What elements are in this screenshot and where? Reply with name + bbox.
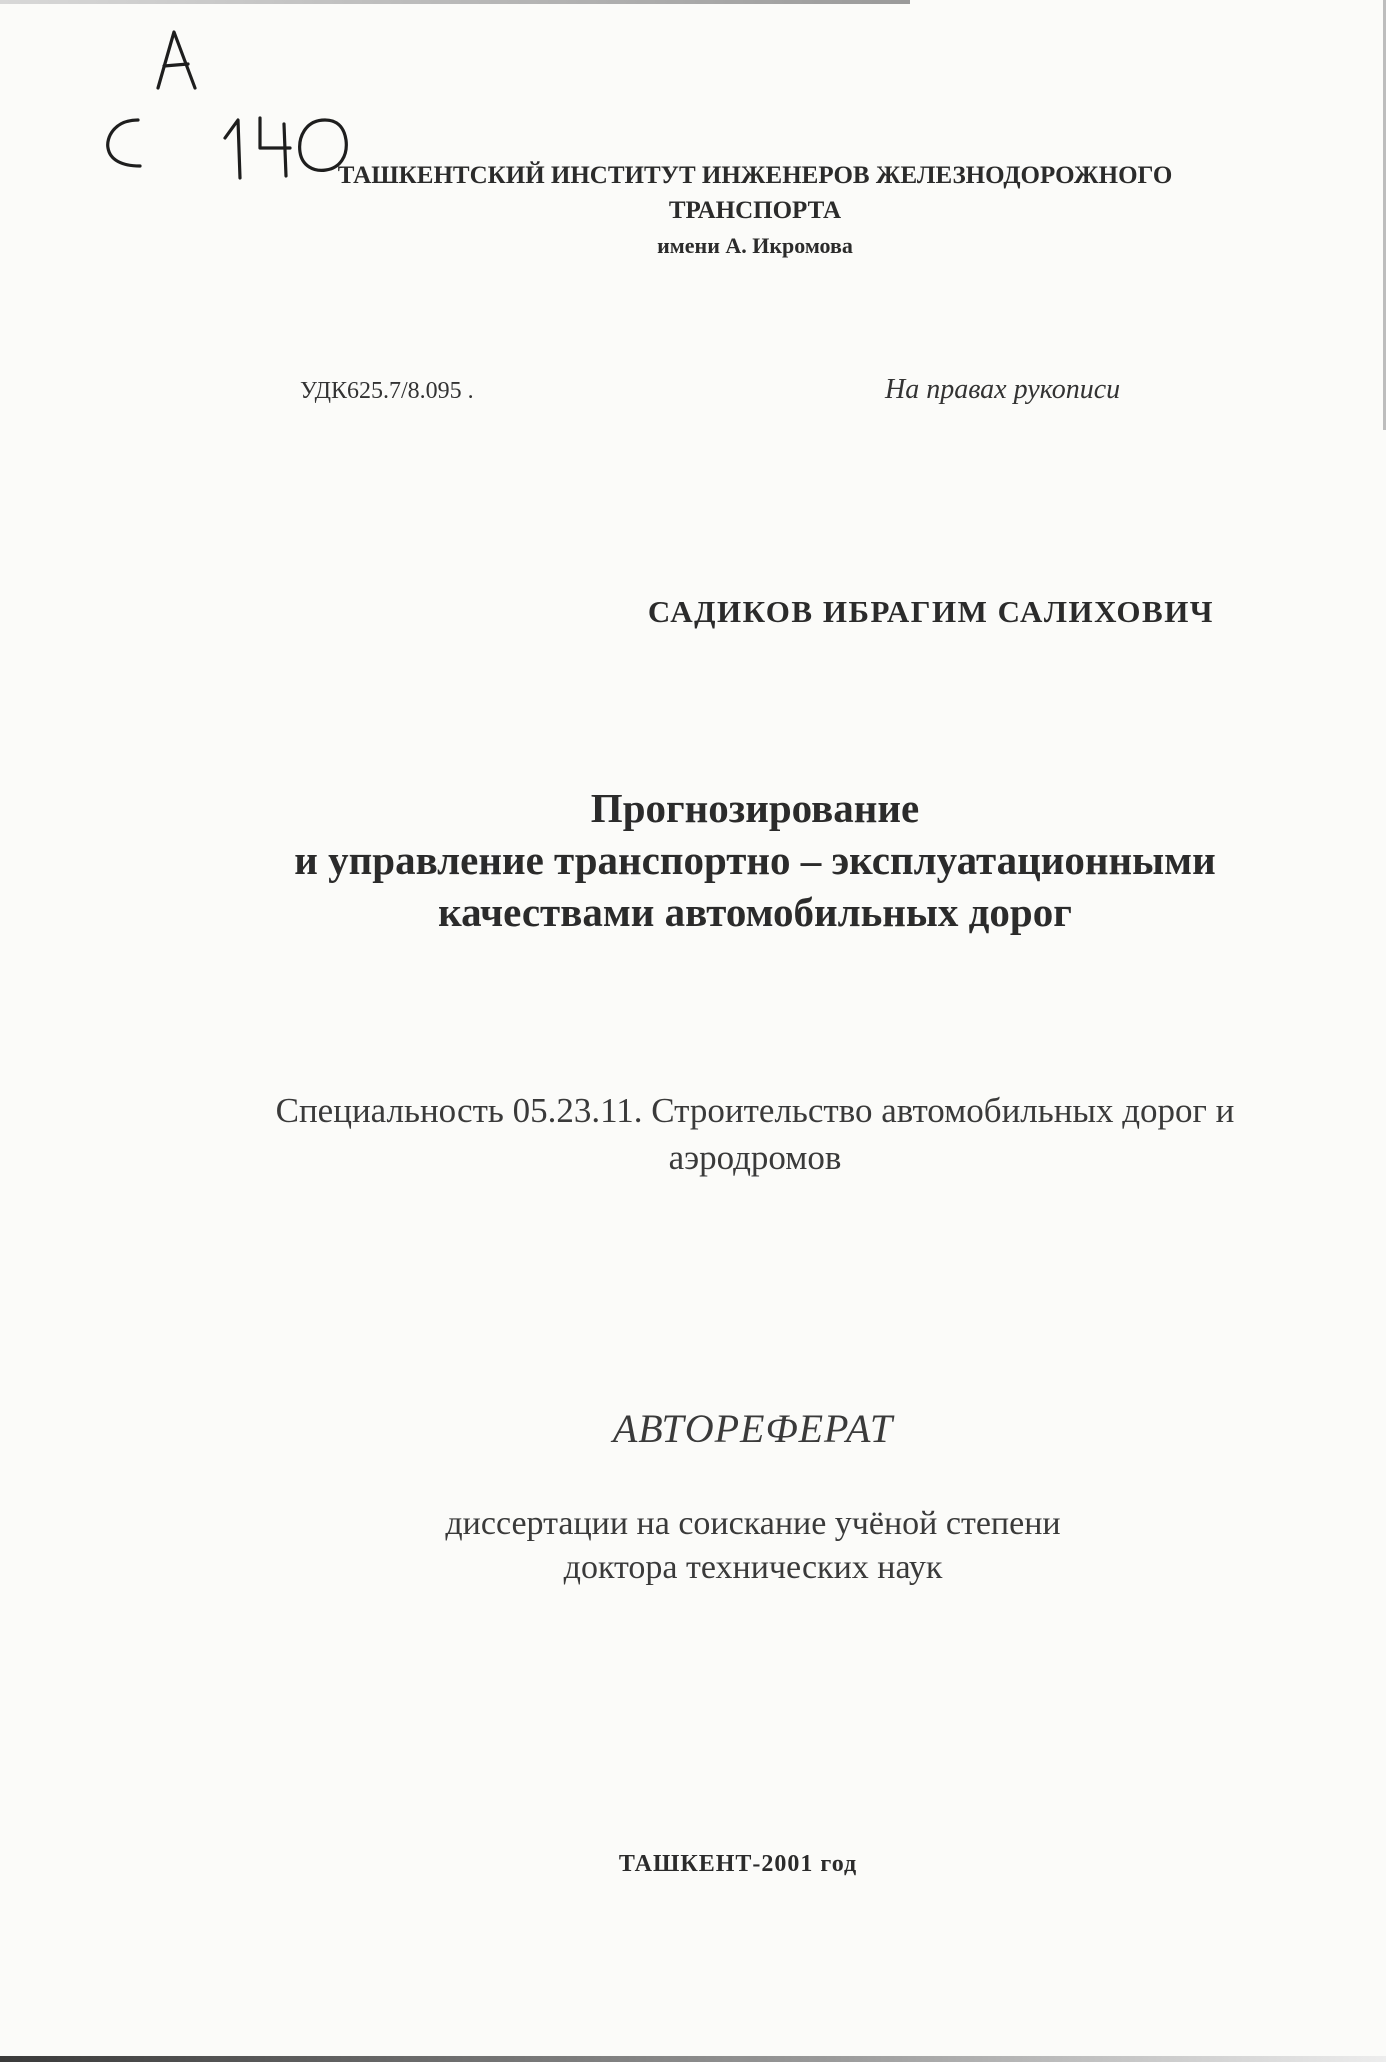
manuscript-note: На правах рукописи <box>885 374 1121 405</box>
author-name: САДИКОВ ИБРАГИМ САЛИХОВИЧ <box>647 594 1215 629</box>
institute-line-1: ТАШКЕНТСКИЙ ИНСТИТУТ ИНЖЕНЕРОВ ЖЕЛЕЗНОДОРОЖНОГО <box>337 162 1173 189</box>
speciality-line-1: Специальность 05.23.11. Строительство автомобильных дорог и <box>275 1091 1235 1130</box>
institute-named-after: имени А. Икромова <box>657 233 853 258</box>
speciality <box>62 1087 1386 1181</box>
institute-line-2: ТРАНСПОРТА <box>668 197 842 224</box>
city-year: ТАШКЕНТ-2001 год <box>618 1851 858 1877</box>
degree-description <box>60 1502 1386 1590</box>
speciality-line-2: аэродромов <box>668 1138 842 1177</box>
thesis-title <box>62 782 1386 938</box>
thesis-title-line-2: и управление транспортно – эксплуатационными <box>294 837 1216 883</box>
scan-edge-top <box>0 0 910 4</box>
udk-code: УДК625.7/8.095 . <box>300 378 474 404</box>
institute-name <box>255 158 1255 263</box>
handwritten-shelf-mark-drawing <box>100 20 370 180</box>
thesis-title-line-3: качествами автомобильных дорог <box>438 889 1072 935</box>
degree-line-1: диссертации на соискание учёной степени <box>445 1505 1061 1542</box>
document-type: АВТОРЕФЕРАТ <box>612 1406 894 1451</box>
thesis-title-line-1: Прогнозирование <box>590 785 920 831</box>
degree-line-2: доктора технических наук <box>563 1549 943 1586</box>
handwritten-shelf-mark <box>100 20 370 180</box>
scan-edge-bottom <box>0 2056 1386 2062</box>
